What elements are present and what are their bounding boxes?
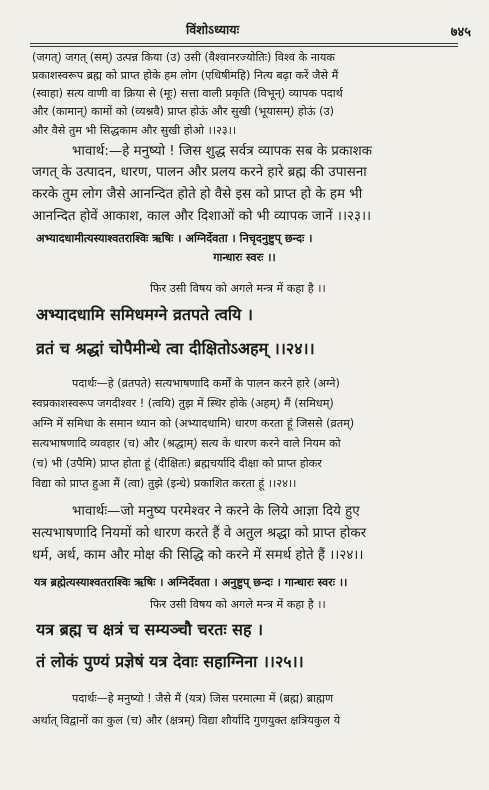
text-line: आनन्दित होवें आकाश, काल और दिशाओं को भी व्यापक जानें ।।२३।। <box>32 209 372 224</box>
text-line: सत्यभाषणादि नियमों को धारण करते हैं वे अतुल श्रद्धा को प्राप्त होकर <box>32 526 367 541</box>
text-line: पदार्थः—हे मनुष्यो ! जैसे मैं (यत्र) जिस परमात्मा में (ब्रह्म) ब्राह्मण <box>72 692 334 705</box>
text-line: पदार्थः—हे (व्रतपते) सत्यभाषणादि कर्मों के पालन करने हारे (अग्ने) <box>72 377 340 390</box>
header-rule-double <box>30 46 458 47</box>
text-line: करके तुम लोग जैसे आनन्दित होते हो वैसे इस को प्राप्त हो के हम भी <box>32 187 363 202</box>
text-line: अग्नि में समिधा के समान ध्यान को (अभ्यादधामि) धारण करता हूं जिससे (व्रतम्) <box>32 417 355 430</box>
text-line: सत्यभाषणादि व्यवहार (च) और (श्रद्धाम्) सत्य के धारण करने वाले नियम को <box>32 437 341 450</box>
text-line: विद्या को प्राप्त हुआ मैं (त्वा) तुझे (इन्धे) प्रकाशित करता हूं ।।२४।। <box>32 477 297 490</box>
mantra-line: तं लोकं पुण्यं प्रज्ञेषं यत्र देवाः सहाग्निना ।।२५।। <box>36 652 304 671</box>
text-line: (स्वाहा) सत्य वाणी वा क्रिया से (मूः) सत्ता वाली प्रकृति (विभून्) व्यापक पदार्थ <box>32 87 343 100</box>
text-line: जगत् के उत्पादन, धारण, पालन और प्रलय करने हारे ब्रह्म की उपासना <box>32 165 367 180</box>
mantra-line: यत्र ब्रह्म च क्षत्रं च सम्यञ्चौ चरतः सह । <box>36 620 264 639</box>
mantra-line: व्रतं च श्रद्धां चोपैमीन्धे त्वा दीक्षितोऽअहम् ।।२४।। <box>36 339 315 358</box>
rishi-line: गान्धारः स्वरः ।। <box>213 251 276 264</box>
text-line: भावार्थः—जो मनुष्य परमेश्वर ने करने के लिये आज्ञा दिये हुए <box>72 504 360 519</box>
text-line: भावार्थ:—हे मनुष्यो ! जिस शुद्ध सर्वत्र व्यापक सब के प्रकाशक <box>72 144 373 159</box>
text-line: अर्थात् विद्वानों का कुल (च) और (क्षत्रम्) विद्या शौर्यादि गुणयुक्त क्षत्रियकुल ये <box>32 714 341 727</box>
text-line: और (कामान्) कामों को (व्यश्नवै) प्राप्त होऊं और सुखी (भूयासम्) होऊं (उ) <box>32 105 334 118</box>
text-line: धर्म, अर्थ, काम और मोक्ष की सिद्धि को करने में समर्थ होते हैं ।।२४।। <box>32 548 364 563</box>
rishi-line: अभ्यादधामीत्यस्याश्वतराश्विः ऋषिः । अग्निर्देवता । निचृदनुष्टुप् छन्दः । <box>36 232 313 245</box>
page-title: विंशोऽध्यायः <box>186 22 240 37</box>
text-line: (च) भी (उपैमि) प्राप्त होता हूं (दीक्षितः) ब्रह्मचर्यादि दीक्षा को प्राप्त होकर <box>32 457 322 470</box>
text-line: प्रकाशस्वरूप ब्रह्म को प्राप्त होके हम लोग (एधिषीमहि) नित्य बढ़ा करें जैसे मैं <box>32 69 339 82</box>
intro-line: फिर उसी विषय को अगले मन्त्र में कहा है ।। <box>150 282 326 295</box>
page-number: ७४५ <box>450 25 471 40</box>
rishi-line: यत्र ब्रह्मेत्यस्याश्वतराश्विः ऋषिः । अग्निर्देवता । अनुष्टुप् छन्दः । गान्धारः स्वरः ।। <box>34 576 348 589</box>
intro-line: फिर उसी विषय को अगले मन्त्र में कहा है ।। <box>150 598 326 611</box>
header-rule <box>30 43 458 44</box>
text-line: स्वप्रकाशस्वरूप जगदीश्वर ! (त्वयि) तुझ में स्थिर होके (अहम्) मैं (समिधम्) <box>32 397 334 410</box>
mantra-line: अभ्यादधामि समिधमग्ने व्रतपते त्वयि । <box>36 305 253 324</box>
text-line: और वैसे तुम भी सिद्धकाम और सुखी होओ ।।२३।। <box>32 124 237 137</box>
text-line: (जगत्) जगत् (सम्) उत्पन्न किया (उ) उसी (वैश्वानरज्योतिः) विश्व के नायक <box>32 51 335 64</box>
